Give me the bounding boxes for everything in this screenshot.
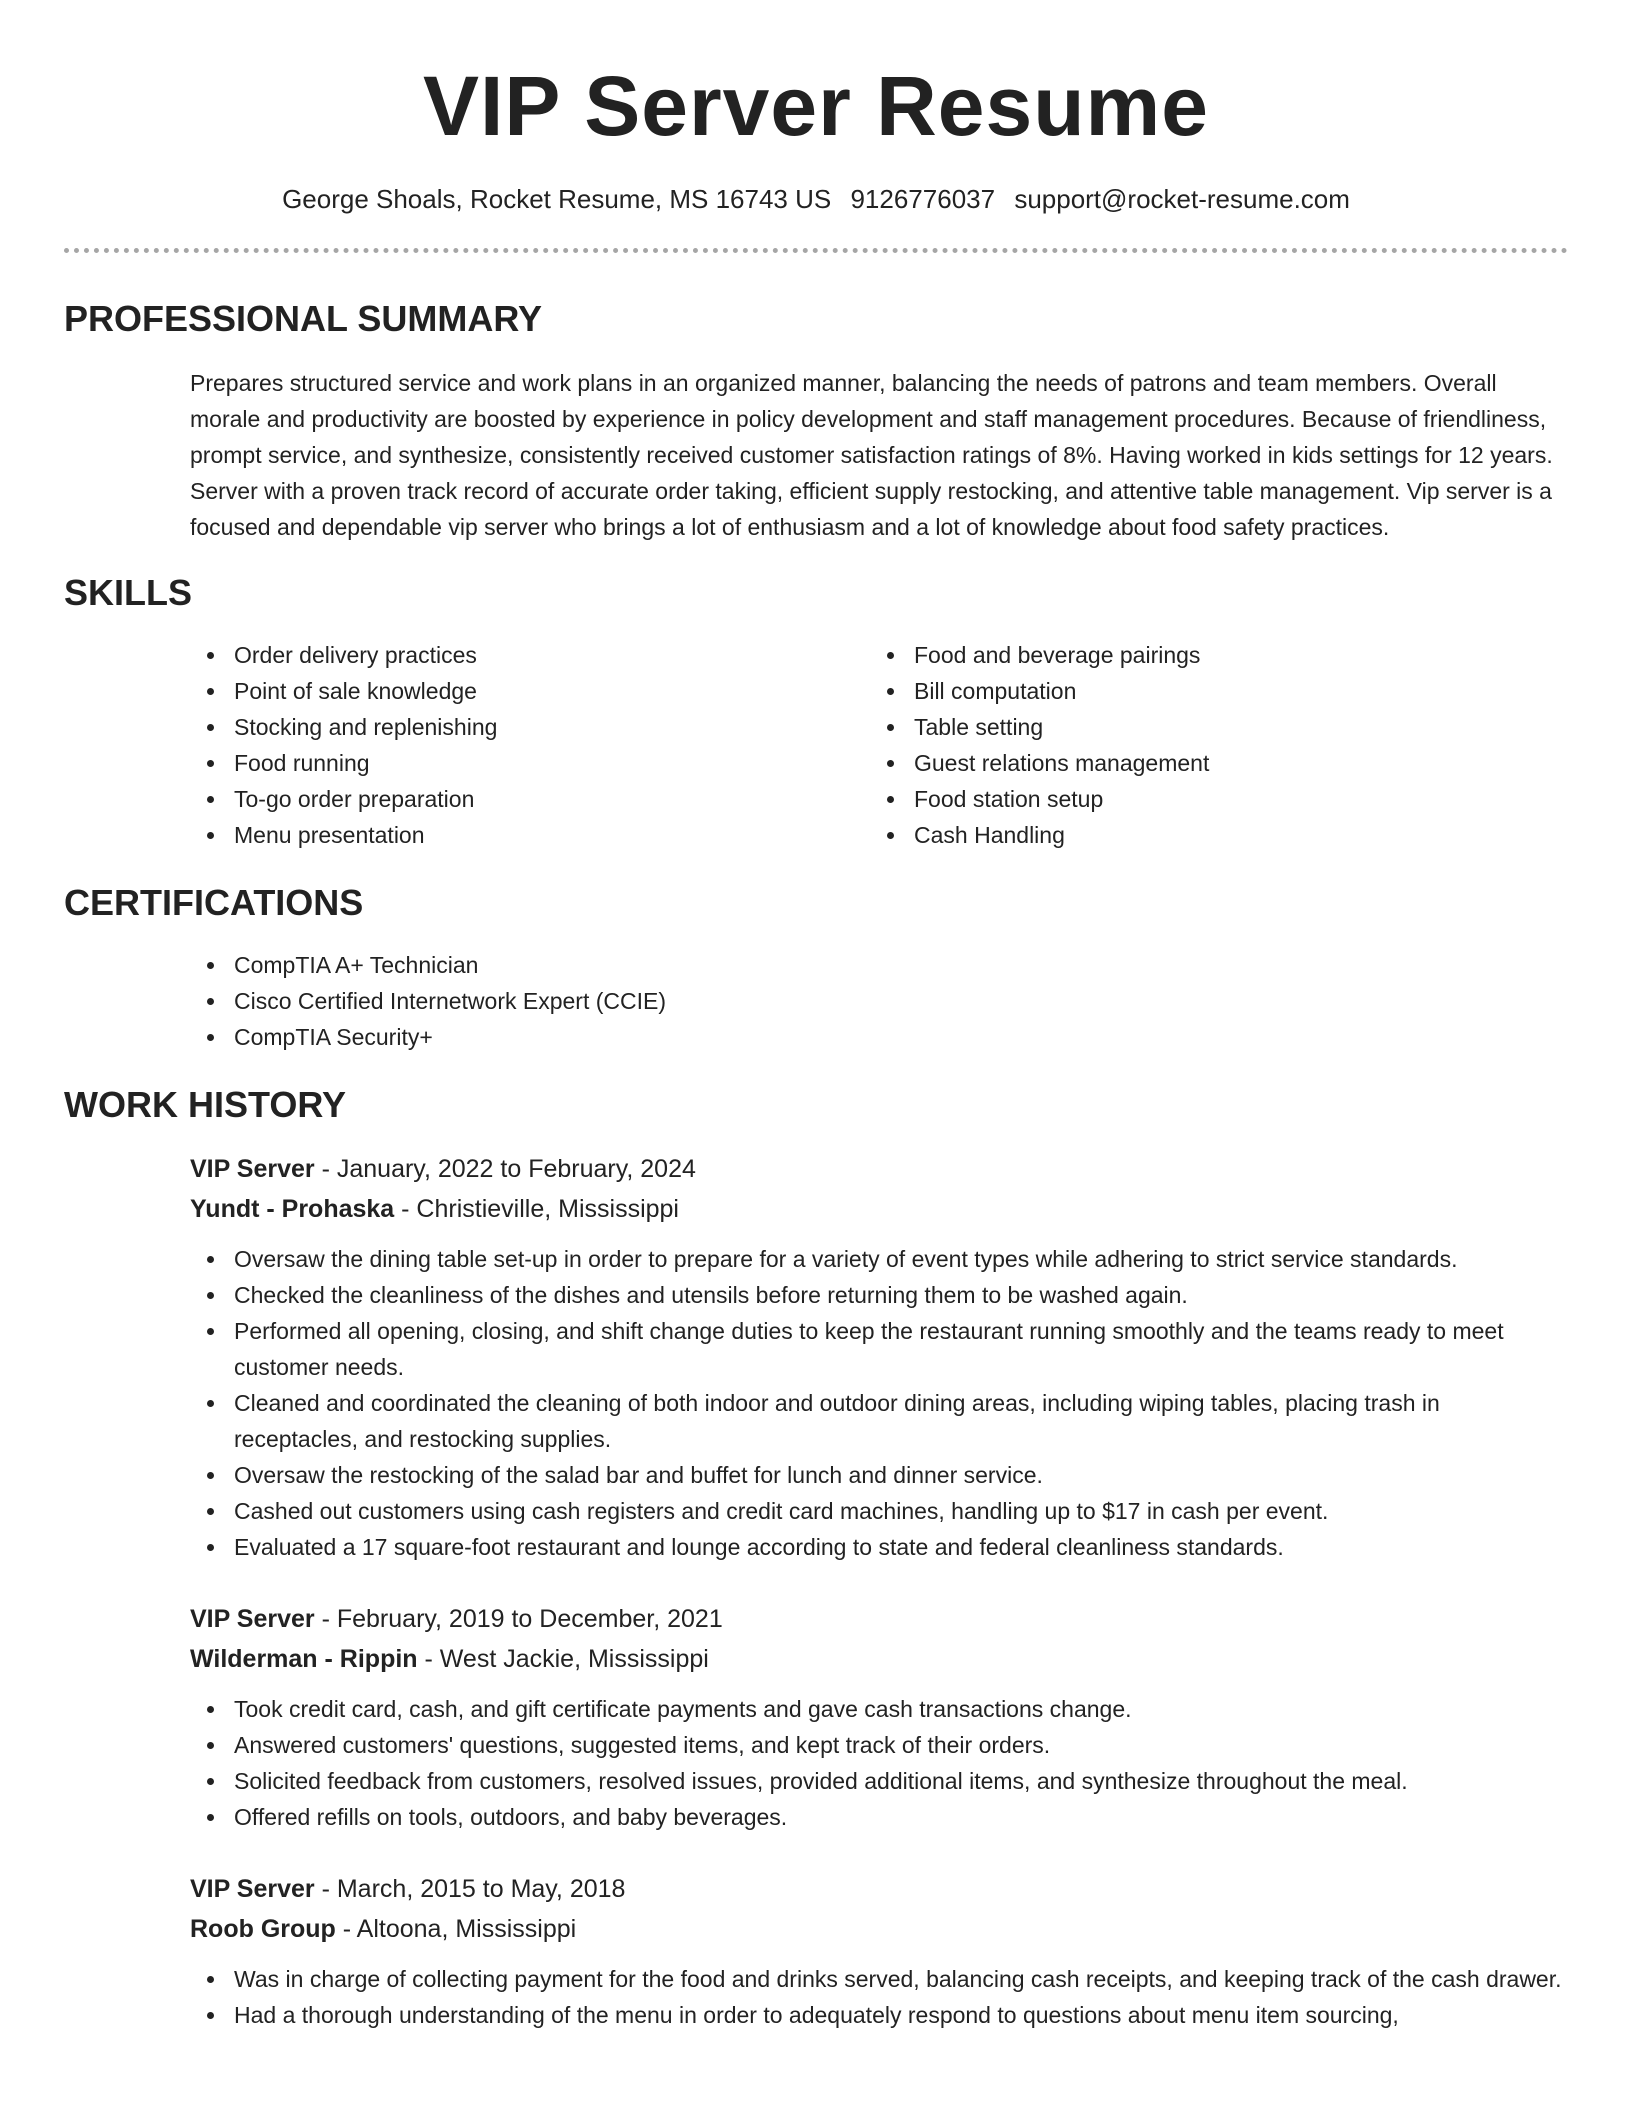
job-company: Roob Group	[190, 1915, 336, 1943]
job-bullet: Evaluated a 17 square-foot restaurant and lounge according to state and federal cleanliness standards.	[190, 1529, 1568, 1565]
skills-list-right	[870, 637, 1550, 853]
job-company: Wilderman - Rippin	[190, 1645, 418, 1673]
skill-item: Bill computation	[870, 673, 1550, 709]
job-bullet: Cleaned and coordinated the cleaning of both indoor and outdoor dining areas, including wiping tables, placing trash in receptacles, and restocking supplies.	[190, 1385, 1568, 1457]
skill-item: Table setting	[870, 709, 1550, 745]
skill-item: Cash Handling	[870, 817, 1550, 853]
job-title: VIP Server	[190, 1875, 315, 1903]
job-bullets	[190, 1691, 1568, 1835]
work-history-section	[64, 1083, 1568, 2033]
contact-email: support@rocket-resume.com	[1014, 184, 1350, 214]
job-bullet: Offered refills on tools, outdoors, and baby beverages.	[190, 1799, 1568, 1835]
resume-page	[64, 0, 1568, 2033]
job-company-line	[190, 1189, 1568, 1229]
job-bullet: Solicited feedback from customers, resolved issues, provided additional items, and synthesize throughout the meal.	[190, 1763, 1568, 1799]
certification-item: CompTIA A+ Technician	[190, 947, 1568, 983]
job-company-line	[190, 1639, 1568, 1679]
job-bullets	[190, 1241, 1568, 1565]
job-bullet: Oversaw the restocking of the salad bar and buffet for lunch and dinner service.	[190, 1457, 1568, 1493]
skill-item: Food station setup	[870, 781, 1550, 817]
job-bullet: Checked the cleanliness of the dishes and utensils before returning them to be washed again.	[190, 1277, 1568, 1313]
contact-line	[64, 182, 1568, 216]
job-entry	[190, 1149, 1568, 1565]
job-title: VIP Server	[190, 1605, 315, 1633]
contact-phone: 9126776037	[850, 184, 996, 214]
job-bullet: Took credit card, cash, and gift certificate payments and gave cash transactions change.	[190, 1691, 1568, 1727]
job-bullet: Answered customers' questions, suggested items, and kept track of their orders.	[190, 1727, 1568, 1763]
job-bullet: Performed all opening, closing, and shift change duties to keep the restaurant running smoothly and the teams ready to meet customer needs.	[190, 1313, 1568, 1385]
job-dates: - January, 2022 to February, 2024	[314, 1155, 696, 1183]
skill-item: Food and beverage pairings	[870, 637, 1550, 673]
certification-item: CompTIA Security+	[190, 1019, 1568, 1055]
skills-section	[64, 571, 1568, 853]
job-bullets	[190, 1961, 1568, 2033]
certifications-list	[190, 947, 1568, 1055]
job-title: VIP Server	[190, 1155, 315, 1183]
job-location: - Altoona, Mississippi	[335, 1915, 577, 1943]
job-entry	[190, 1599, 1568, 1835]
job-company-line	[190, 1909, 1568, 1949]
skills-heading: SKILLS	[64, 572, 193, 613]
summary-text: Prepares structured service and work plans in an organized manner, balancing the needs of patrons and team members. Overall morale and productivity are boosted by experience in policy development and staff management procedures. Because of friendliness, prompt service, and synthesize, consistently received customer satisfaction ratings of 8%. Having worked in kids settings for 12 years. Server with a proven track record of accurate order taking, efficient supply restocking, and attentive table management. Vip server is a focused and dependable vip server who brings a lot of enthusiasm and a lot of knowledge about food safety practices.	[190, 370, 1553, 540]
job-bullet: Had a thorough understanding of the menu in order to adequately respond to questions about menu item sourcing,	[190, 1997, 1568, 2033]
certifications-heading: CERTIFICATIONS	[64, 882, 364, 923]
skill-item: Point of sale knowledge	[190, 673, 870, 709]
skill-item: Menu presentation	[190, 817, 870, 853]
skills-grid	[190, 637, 1568, 853]
resume-title: VIP Server Resume	[423, 59, 1209, 153]
job-location: - West Jackie, Mississippi	[417, 1645, 709, 1673]
job-title-line	[190, 1599, 1568, 1639]
job-title-line	[190, 1869, 1568, 1909]
summary-heading: PROFESSIONAL SUMMARY	[64, 298, 543, 339]
dotted-divider	[64, 248, 1568, 253]
job-company: Yundt - Prohaska	[190, 1195, 395, 1223]
skill-item: Stocking and replenishing	[190, 709, 870, 745]
job-title-line	[190, 1149, 1568, 1189]
job-dates: - March, 2015 to May, 2018	[314, 1875, 626, 1903]
skill-item: Food running	[190, 745, 870, 781]
summary-section	[64, 297, 1568, 545]
contact-address: George Shoals, Rocket Resume, MS 16743 US	[282, 184, 832, 214]
certifications-section	[64, 881, 1568, 1055]
job-bullet: Cashed out customers using cash registers and credit card machines, handling up to $17 in cash per event.	[190, 1493, 1568, 1529]
skill-item: Order delivery practices	[190, 637, 870, 673]
job-dates: - February, 2019 to December, 2021	[314, 1605, 723, 1633]
job-bullet: Oversaw the dining table set-up in order to prepare for a variety of event types while adhering to strict service standards.	[190, 1241, 1568, 1277]
job-bullet: Was in charge of collecting payment for the food and drinks served, balancing cash receipts, and keeping track of the cash drawer.	[190, 1961, 1568, 1997]
work-history-heading: WORK HISTORY	[64, 1084, 347, 1125]
skills-list-left	[190, 637, 870, 853]
certification-item: Cisco Certified Internetwork Expert (CCIE)	[190, 983, 1568, 1019]
job-location: - Christieville, Mississippi	[394, 1195, 679, 1223]
skill-item: To-go order preparation	[190, 781, 870, 817]
skill-item: Guest relations management	[870, 745, 1550, 781]
job-entry	[190, 1869, 1568, 2033]
